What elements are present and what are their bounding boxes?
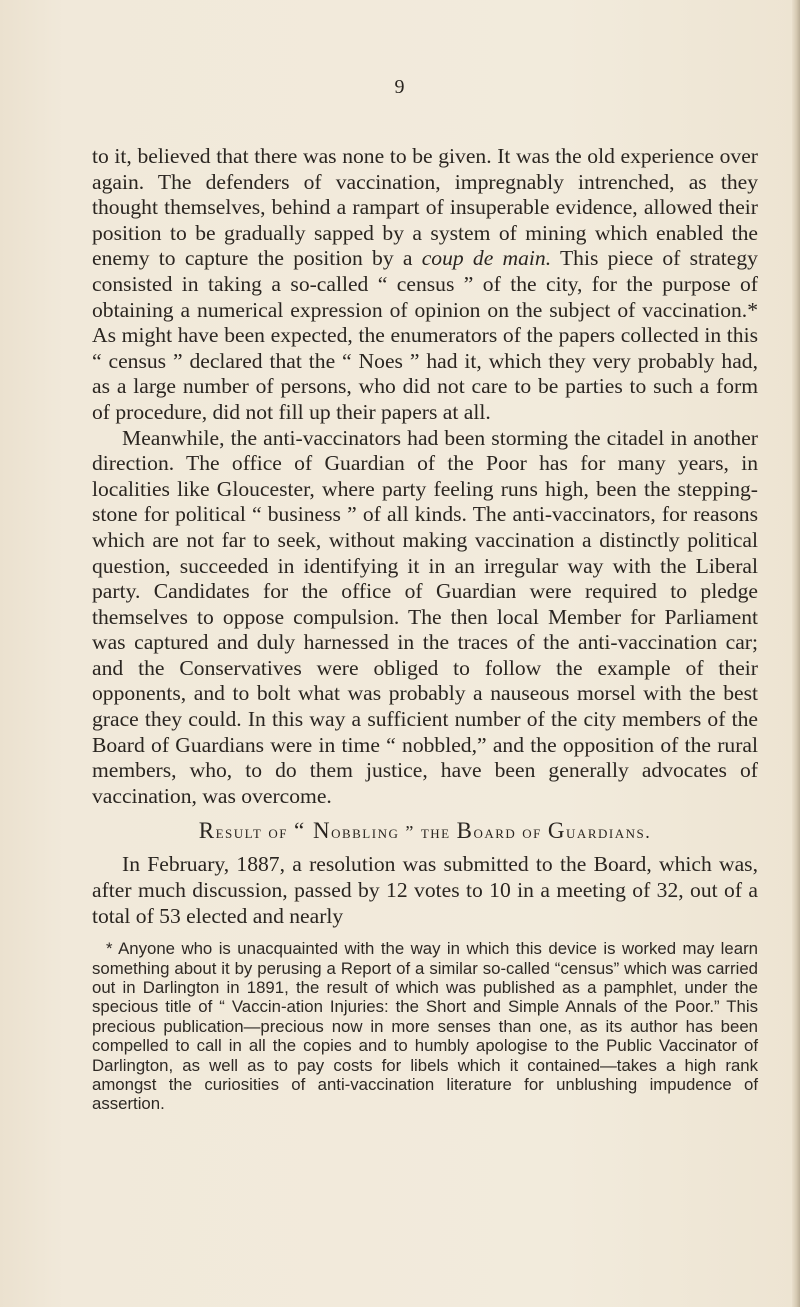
footnote: * Anyone who is unacquainted with the way in which this device is worked may learn something about it by perusing a Report of a similar so-called “census” which was carried out in Darlington in 1891, the result of which was published as a pamphlet, under the specious title of “ Vaccin-ation Injuries: the Short and Simple Annals of the Poor.” This precious publication—precious now in more senses than one, as its author has been compelled to call in all the copies and to humbly apologise to the Public Vaccinator of Darlington, as well as to pay costs for libels which it contained—takes a high rank amongst the curiosities of anti-vaccination literature for unblushing impudence of assertion.	[92, 939, 758, 1114]
paragraph-guardians: Meanwhile, the anti-vaccinators had been storming the citadel in another direction. The office of Guardian of the Poor has for many years, in localities like Gloucester, where party feeling runs high, been the stepping-stone for political “ business ” of all kinds. The anti-vaccinators, for reasons which are not far to seek, without making vaccination a distinctly political question, succeeded in identifying it in an irregular way with the Liberal party. Candidates for the office of Guardian were required to pledge themselves to oppose compulsion. The then local Member for Parliament was captured and duly harnessed in the traces of the anti-vaccination car; and the Conservatives were obliged to follow the example of their opponents, and to bolt what was probably a nauseous morsel with the best grace they could. In this way a sufficient number of the city members of the Board of Guardians were in time “ nobbled,” and the opposition of the rural members, who, to do them justice, have been generally advocates of vaccination, was overcome.	[92, 425, 758, 808]
paragraph-census-text-1: to it, believed that there was none to be given. It was the old experience over again. The defenders of vaccination, impregnably intrenched, as they thought themselves, behind a rampart of insuperable evidence, allowed their position to be gradually sapped by a system of mining which enabled the enemy to capture the position by a	[92, 144, 758, 271]
body-text	[92, 144, 758, 1114]
heading-word: esult	[215, 822, 263, 843]
italic-phrase: coup de main.	[421, 246, 552, 271]
heading-initial: R	[198, 818, 216, 844]
heading-word: obbling ”	[331, 822, 415, 843]
heading-word: of	[268, 822, 288, 843]
heading-initial: G	[547, 818, 567, 844]
paragraph-resolution: In February, 1887, a resolution was submitted to the Board, which was, after much discussion, passed by 12 votes to 10 in a meeting of 32, out of a total of 53 elected and nearly	[92, 852, 758, 928]
heading-word: oard	[473, 822, 517, 843]
page-number: 9	[394, 76, 406, 98]
heading-word: of	[522, 822, 542, 843]
section-heading	[92, 819, 758, 844]
paragraph-census	[92, 144, 758, 426]
heading-initial: “ N	[293, 818, 332, 844]
heading-word: the	[420, 822, 451, 843]
page-edge-shadow	[792, 0, 800, 1307]
heading-initial: B	[456, 818, 474, 844]
paragraph-census-text-2: This piece of strategy consisted in taking a so-called “ census ” of the city, for the purpose of obtaining a numerical expression of opinion on the subject of vaccination.* As might have been expected, the enumerators of the papers collected in this “ census ” declared that the “ Noes ” had it, which they very probably had, as a large number of persons, who did not care to be parties to such a form of procedure, did not fill up their papers at all.	[92, 246, 758, 424]
heading-word: uardians.	[566, 822, 652, 843]
